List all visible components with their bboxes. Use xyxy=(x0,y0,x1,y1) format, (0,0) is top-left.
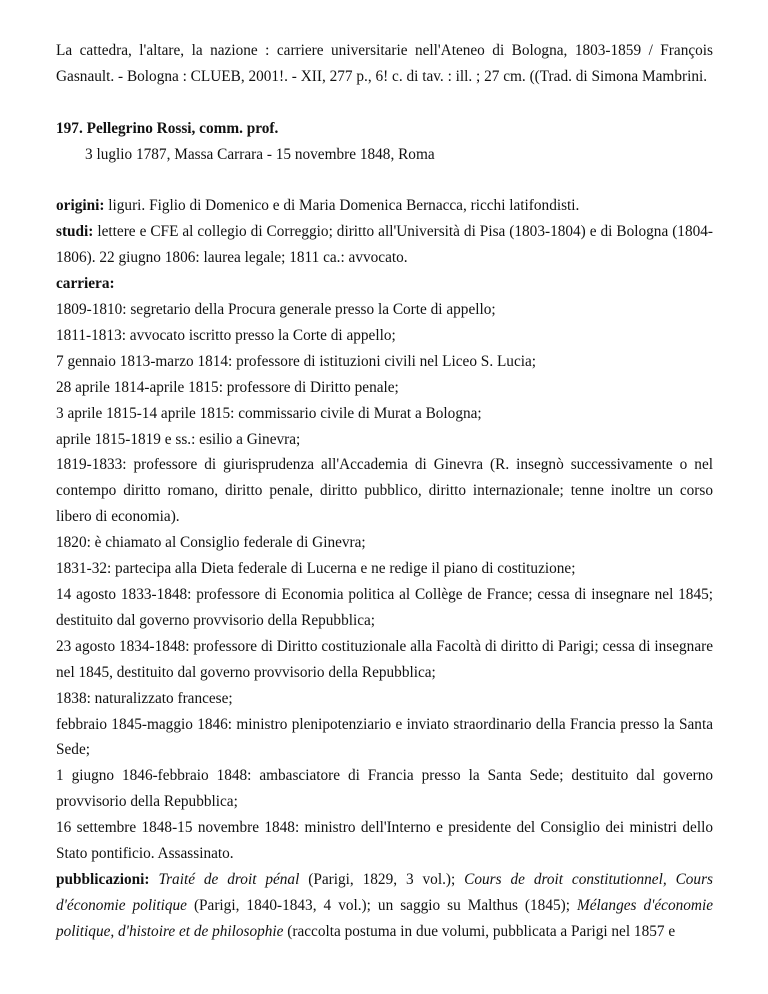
carriera-item: 1819-1833: professore di giurisprudenza all'Accademia di Ginevra (R. insegnò successivamente o nel contempo diritto romano, diritto penale, diritto pubblico, diritto internazionale; tenne inoltre un corso libero di economia). xyxy=(56,456,713,526)
carriera-item: 1831-32: partecipa alla Dieta federale di Lucerna e ne redige il piano di costituzione; xyxy=(56,560,576,578)
carriera-label: carriera: xyxy=(56,275,115,293)
pubblicazioni-part: (Parigi, 1840-1843, 4 vol.); un saggio su Malthus (1845); xyxy=(186,896,577,914)
origini-label: origini: xyxy=(56,197,105,215)
studi-text: lettere e CFE al collegio di Correggio; diritto all'Università di Pisa (1803-1804) e di Bologna (1804-1806). 22 giugno 1806: laurea legale; 1811 ca.: avvocato. xyxy=(56,223,713,267)
carriera-item: 23 agosto 1834-1848: professore di Diritto costituzionale alla Facoltà di diritto di Parigi; cessa di insegnare nel 1845, destituito dal governo provvisorio della Repubblica; xyxy=(56,637,713,681)
spacer xyxy=(56,90,713,116)
carriera-item: 3 aprile 1815-14 aprile 1815: commissario civile di Murat a Bologna; xyxy=(56,404,482,422)
studi-label: studi: xyxy=(56,223,94,241)
carriera-item: aprile 1815-1819 e ss.: esilio a Ginevra; xyxy=(56,430,301,448)
carriera-item: 1838: naturalizzato francese; xyxy=(56,689,233,707)
spacer xyxy=(56,168,713,194)
pubblicazioni-part: (Parigi, 1829, 3 vol.); xyxy=(299,870,465,888)
carriera-item: 1 giugno 1846-febbraio 1848: ambasciatore di Francia presso la Santa Sede; destituito dal governo provvisorio della Repubblica; xyxy=(56,767,713,811)
publication-title: Traité de droit pénal xyxy=(158,870,300,888)
publication-title: Mélanges d'économie politique, d'histoire et de philosophie xyxy=(56,896,713,940)
carriera-item: 1811-1813: avvocato iscritto presso la Corte di appello; xyxy=(56,326,396,344)
entry-dates: 3 luglio 1787, Massa Carrara - 15 novembre 1848, Roma xyxy=(85,145,435,163)
carriera-item: febbraio 1845-maggio 1846: ministro plenipotenziario e inviato straordinario della Francia presso la Santa Sede; xyxy=(56,715,713,759)
carriera-item: 1820: è chiamato al Consiglio federale di Ginevra; xyxy=(56,534,366,552)
pubblicazioni-part: (raccolta postuma in due volumi, pubblicata a Parigi nel 1857 e xyxy=(283,922,676,940)
pubblicazioni-label: pubblicazioni: xyxy=(56,870,150,888)
carriera-item: 7 gennaio 1813-marzo 1814: professore di istituzioni civili nel Liceo S. Lucia; xyxy=(56,352,537,370)
carriera-item: 28 aprile 1814-aprile 1815: professore di Diritto penale; xyxy=(56,378,399,396)
origini-section xyxy=(56,193,713,219)
pubblicazioni-section xyxy=(56,867,713,945)
carriera-item: 14 agosto 1833-1848: professore di Economia politica al Collège de France; cessa di insegnare nel 1845; destituito dal governo provvisorio della Repubblica; xyxy=(56,586,713,629)
carriera-item: 1809-1810: segretario della Procura generale presso la Corte di appello; xyxy=(56,301,496,319)
entry-heading: 197. Pellegrino Rossi, comm. prof. xyxy=(56,119,279,137)
studi-section xyxy=(56,219,713,271)
origini-text: liguri. Figlio di Domenico e di Maria Domenica Bernacca, ricchi latifondisti. xyxy=(104,197,580,215)
document-page xyxy=(56,38,713,945)
publication-title: Cours de droit constitutionnel, Cours d'économie politique xyxy=(56,870,713,914)
citation: La cattedra, l'altare, la nazione : carriere universitarie nell'Ateneo di Bologna, 1803-1859 / François Gasnault. - Bologna : CLUEB, 2001!. - XII, 277 p., 6! c. di tav. : ill. ; 27 cm. ((Trad. di Simona Mambrini. xyxy=(56,42,713,85)
carriera-item: 16 settembre 1848-15 novembre 1848: ministro dell'Interno e presidente del Consiglio dei ministri dello Stato pontificio. Assassinato. xyxy=(56,819,713,863)
